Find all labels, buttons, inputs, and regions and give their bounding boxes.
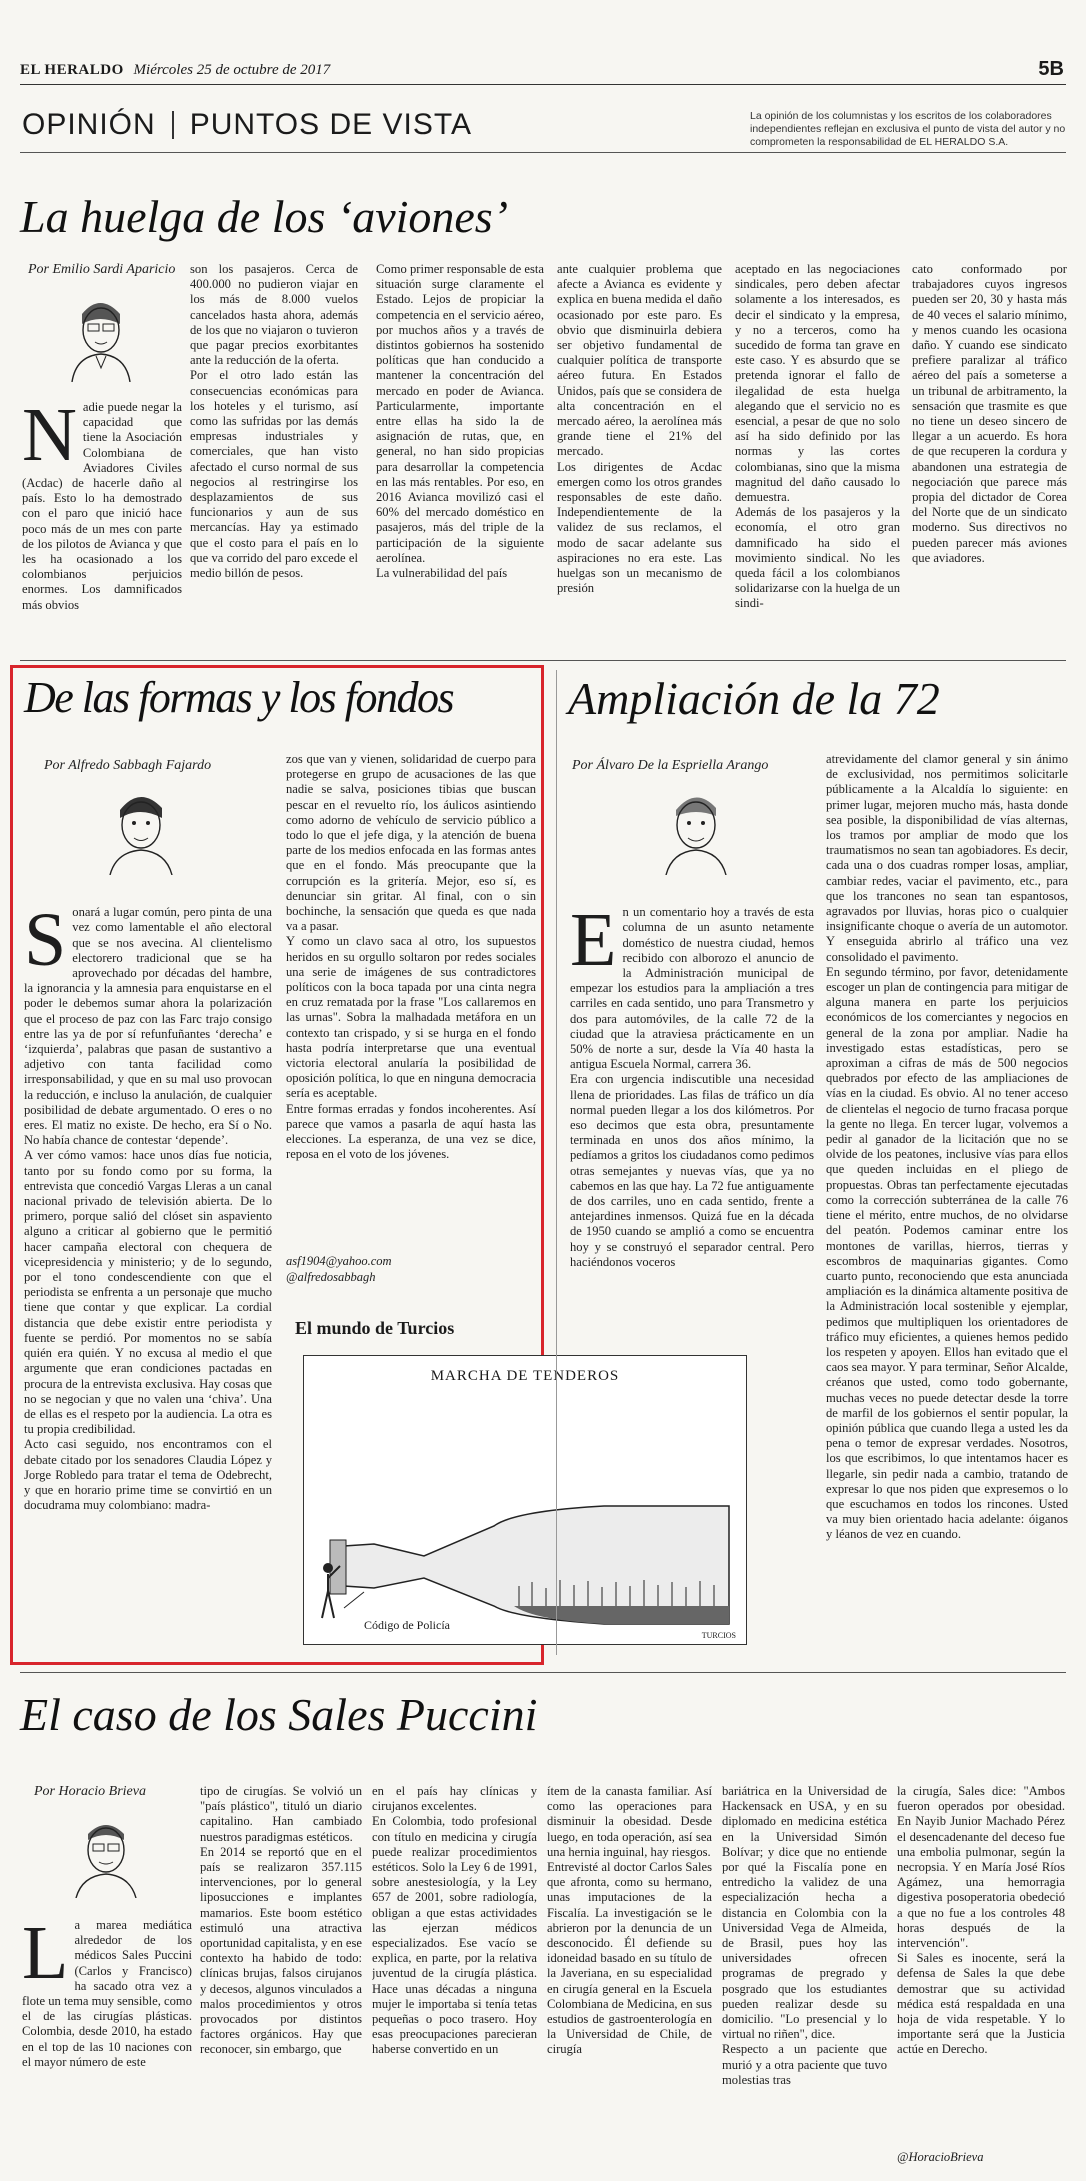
column-text: adie puede negar la capacidad que tiene la Asociación Colombiana de Aviadores Civiles (Acdac) de hacerle daño al país. Esto lo ha demostrado con el paro que inició hace poco más de un mes con parte de los pilotos de Avianca y que les ha ocasionado a los colombianos perjuicios enormes. Los damnificados más obvios — [22, 400, 182, 612]
drop-cap: E — [570, 898, 617, 983]
column-rule — [556, 670, 557, 1655]
article-byline: Por Álvaro De la Espriella Arango — [572, 758, 769, 773]
column-text: n un comentario hoy a través de esta columna de un asunto netamente doméstico de nuestra ciudad, hemos recibido con alborozo el anuncio de la Administración municipal de empezar los estudios para la ampliación a tres carriles en cada sentido, uno para Transmetro y dos para automóviles, de la calle 72 de la ciudad que la atraviesa prácticamente en un 50% de norte a sur, desde la Vía 40 hasta la antigua Escuela Normal, carrera 36. Era con urgencia indiscutible una necesidad llena de prioridades. Las filas de tráfico un día normal pueden llegar a los dos kilómetros. Por eso decimos que esta obra, presuntamente terminada en unos dos años mínimo, la pedíamos a gritos los ciudadanos como pedimos otras semejantes y nuevas vías, que ya no cabemos en las que hay. La 72 fue antiguamente de dos carriles, uno en cada sentido, frente a antejardines inmensos. Quizá fue en la década de 1950 cuando se amplió a como se encuentra hoy y se construyó el separador central. Pero haciéndonos voceros — [570, 905, 814, 1269]
author-portrait — [100, 780, 180, 875]
drop-cap: N — [22, 400, 77, 477]
article-column: atrevidamente del clamor general y sin ánimo de exclusividad, nos permitimos solicitarle públicamente a la Alcaldía lo siguiente: en primer lugar, mejoren mucho más, hasta donde sea posible, la disponibilidad de vías alternas, los tramos por ampliar de modo que los traumatismos no sean tan agobiadores. Es decir, cada una o dos cuadras romper losas, ampliar, cambiar redes, vaciar el pavimento, etc., para que los trancones no sean tan espantosos, agravados por lluvias, horas pico o cualquier insignificante choque o avería de un automotor. Y enseguida abrirlo al tráfico una vez consolidado el pavimento. En segundo término, por favor, detenidamente escoger un plan de contingencia para mitigar de alguna manera en parte los perjuicios económicos de los comerciantes y negocios en general de la zona por ampliar. Nadie ha investigado estas estadísticas, pero se aproximan a cifras de más de 500 negocios quebrados por efecto de las ampliaciones de vías en la ciudad. Es obvio. Al no tener acceso de clientelas el negocio de turno fracasa porque la gente no llega. En tercer lugar, volvemos a pedir al ganador de la licitación que no se olvide de los peatones, inclusive vías para ellos que queden incluidas en el pliego de propuestas. Obras tan perfectamente ejecutadas como la corrección subterránea de la calle 76 tiene el mérito, entre muchos, de no olvidarse del peatón. Podemos caminar entre los montones de varillas, hierros, tierras y escombros de maquinarias gigantes. Como cuarto punto, reconociendo que esta anunciada ampliación es la dinámica altamente positiva de la Administración local sostenible y ejemplar, pedimos que multipliquen los orientadores de tráfico muy eficientes, a quienes hemos pedido los respeten y apoyen. Ellos han evitado que el caos sea mayor. Y para terminar, Señor Alcalde, créanos que usted, como todo gobernante, muchas veces no puede detectar desde la torre de marfil de los gobiernos el sentir popular, la opinión pública que cuando llega a usted les da pena o temor de expresar verdades. Nosotros, los que escribimos, lo que intentamos hacer es llegarle, sin pedir nada a cambio, tratando de expresar lo que nos piden que expresemos o lo que escuchamos en todos los rincones. Usted va muy bien orientado hacia adelante: óiganos y léanos de vez en cuando. — [826, 752, 1068, 1542]
section-title: OPINIÓN — [22, 108, 156, 141]
article-headline: El caso de los Sales Puccini — [20, 1689, 538, 1740]
author-portrait — [66, 1806, 146, 1898]
article-column: la cirugía, Sales dice: "Ambos fueron operados por obesidad. En Nayib Junior Machado Pérez el desencadenante del deceso fue una embolia pulmonar, según la necropsia. Y en María José Ríos Agámez, una hemorragia digestiva posoperatoria obedeció a que no fue a los controles 48 horas después de la intervención". Si Sales es inocente, será la defensa de Sales la que debe demostrar que su actividad médica está respaldada en una hoja de vida respetable. Y lo importante será que la Justicia actúe en Derecho. — [897, 1784, 1065, 2057]
article-column — [24, 890, 272, 1660]
article-headline: De las formas y los fondos — [24, 673, 454, 722]
article-divider — [20, 660, 1066, 661]
opinion-disclaimer: La opinión de los columnistas y los escritos de los colaboradores independientes reflejan en exclusiva el punto de vista del autor y no comprometen la responsabilidad de EL HERALDO S.A. — [750, 110, 1066, 148]
article-divider — [20, 1672, 1066, 1673]
column-text: a marea mediática alrededor de los médicos Sales Puccini (Carlos y Francisco) ha sacado otra vez a flote un tema muy sensible, como el de las cirugías plásticas. Colombia, desde 2010, ha estado en el top de las 10 naciones con el mayor número de este — [22, 1918, 192, 2069]
article-column: ítem de la canasta familiar. Así como las operaciones para disminuir la obesidad. Desde luego, en toda operación, así sea una hernia inguinal, hay riesgos. Entrevisté al doctor Carlos Sales que afronta, como su hermano, unas imputaciones de la Fiscalía. La investigación se le abrieron por la denuncia de un desconocido. Él defiende su idoneidad basado en su título de la Javeriana, en su especialidad en cirugía general en la Escuela Colombiana de Medicina, en sus estudios de gastroenterología en la Universidad de Chile, de cirugía — [547, 1784, 712, 2057]
author-email: asf1904@yahoo.com — [286, 1254, 392, 1268]
column-text: onará a lugar común, pero pinta de una vez como lamentable el año electoral que se nos avecina. Al clientelismo electorero tradicional que se ha aprovechado por décadas del hambre, la ignorancia y la amnesia para enquistarse en el poder le debemos sumar ahora la polarización que el proceso de paz con las Farc trajo consigo entre las ya de por sí refunfuñantes ‘derecha’ e ‘izquierda’, palabras que pasan de sustantivo a adjetivo con tanta facilidad como irresponsabilidad, y que en su mal uso provocan la reducción, e incluso la anulación, de cualquier posibilidad de debate argumentado. O eres o no eres. El matiz no existe. De hecho, era Sí o No. No había chance de contestar ‘depende’. A ver cómo vamos: hace unos días fue noticia, tanto por su fondo como por su forma, la entrevista que concedió Vargas Lleras a un canal nacional privado de televisión abierta. De lo primero, porque salió del clóset sin aspaviento alguno a criticar al gobierno que le permitió hacer campaña electoral con chequera de vicepresidencia y ministerio; y de lo segundo, por el tono condescendiente con que el periodista se enfrenta a un personaje que mucho tiene que contar y que explicar. La cordial distancia que debe existir entre periodista y fuente se perdió. Por momentos no se sabía quién era quién. Y no excusa al medio el que argumente que eran condiciones pactadas en procura de la entrevista exclusiva. Hay cosas que no se negocian y que no valen una ‘chiva’. Una de ellas es el respeto por la audiencia. La otra es tu propia credibilidad. Acto casi seguido, nos encontramos con el debate citado por los senadores Claudia López y Jorge Robledo para tratar el tema de Odebrecht, y que en horario prime time se convirtió en un docudrama muy colombiano: madra- — [24, 905, 272, 1513]
article-column — [22, 400, 182, 652]
article-column: aceptado en las negociaciones sindicales, pero deben afectar solamente a los interesados, es decir el sindicato y la empresa, y no a terceros, como ha sucedido de forma tan grave en este caso. Y es absurdo que se pretenda ignorar el fallo de ilegalidad de esta huelga alegando que el servicio no es esencial, a pesar de que no solo así ha sido definido por las normas y las cortes colombianas, sino que la misma magnitud del daño causado lo demuestra. Además de los pasajeros y la economía, el otro gran damnificado ha sido el movimiento sindical. No les queda fácil a los colombianos solidarizarse con la huelga de un sindi- — [735, 262, 900, 611]
top-rule — [20, 84, 1066, 85]
cartoon-section-title: El mundo de Turcios — [295, 1318, 455, 1338]
cartoon-label: Código de Policía — [364, 1618, 450, 1632]
masthead — [20, 62, 330, 79]
author-portrait — [656, 780, 736, 875]
article-column: zos que van y vienen, solidaridad de cuerpo para protegerse en grupo de acusaciones de las que nadie se salva, posiciones tibias que buscan pescar en el revuelto río, los áulicos asintiendo como adorno de vehículo de servicio público a todo lo que el jefe diga, y la atención de buena parte de los medios enfocada en las formas antes que en el fondo. Más preocupante que la corrupción es la gritería. Mejor, eso sí, es denunciar sin gritar. Al final, con o sin bochinche, la sensación que queda es que nada va a pasar. Y como un clavo saca al otro, los supuestos heridos en su orgullo soltaron por redes sociales una serie de imágenes de sus contradictores políticos con la boca tapada por una cinta negra en cruz rematada por la frase "Los callaremos en las urnas". Sobra la malhadada metáfora en un contexto tan crispado, y si se hurga en el fondo hasta podría interpretarse que una eventual victoria electoral anularía la posibilidad de oposición política, lo que en ninguna democracia sería es aceptable. Entre formas erradas y fondos incoherentes. Así parece que vamos a pasarla de aquí hasta las elecciones. La esperanza, de una vez se dice, reposa en el voto de los jóvenes. — [286, 752, 536, 1162]
article-column: en el país hay clínicas y cirujanos excelentes. En Colombia, todo profesional con título en medicina y cirugía puede realizar procedimientos estéticos. Solo la Ley 6 de 1991, sobre anestesiología, y la Ley 657 de 2001, sobre radiología, obligan a que estas actividades las ejerzan médicos especializados. Ese vacío se explica, en parte, por la relativa juventud de la cirugía plástica. Hace unas décadas a ninguna mujer le importaba si tenía tetas pequeñas o poco trasero. Hoy esas preocupaciones parecieran haberse convertido en un — [372, 1784, 537, 2057]
author-handle: @HoracioBrieva — [897, 2150, 984, 2164]
article-headline: La huelga de los ‘aviones’ — [20, 191, 509, 242]
article-column: Como primer responsable de esta situación surge claramente el Estado. Lejos de propiciar la competencia en el servicio aéreo, por muchos años y a través de distintos gobiernos ha sostenido políticas que han conducido a mantener la concentración del mercado en poder de Avianca. Particularmente, importante entre ellas ha sido la de asignación de rutas, que, en general, no han sido propicias para desarrollar la competencia en las más rentables. Por eso, en 2016 Avianca movilizó casi el 60% del mercado doméstico en pasajeros, más del triple de la participación de la siguiente aerolínea. La vulnerabilidad del país — [376, 262, 544, 581]
article-headline: Ampliación de la 72 — [568, 673, 940, 724]
newspaper-name: EL HERALDO — [20, 62, 124, 78]
article-byline: Por Horacio Brieva — [34, 1784, 146, 1799]
section-separator — [172, 111, 174, 139]
article-column: son los pasajeros. Cerca de 400.000 no pudieron viajar en los más de 8.000 vuelos cancelados hasta ahora, además de los que no viajaron o tuvieron que pagar precios exorbitantes ante la reducción de la oferta. Por el otro lado están las consecuencias económicas para los hoteles y el turismo, así como las sufridas por las demás empresas industriales y comerciales, que han visto afectado el curso normal de sus negocios al restringirse los desplazamientos de sus funcionarios y aun de sus mercancías. Hay ya estimado que el costo para el país en lo que va corrido del paro excede el medio billón de pesos. — [190, 262, 358, 581]
subsection-title: PUNTOS DE VISTA — [189, 108, 472, 141]
section-header — [22, 108, 472, 142]
article-byline: Por Emilio Sardi Aparicio — [28, 262, 176, 277]
bottle-illustration — [304, 1356, 746, 1644]
cartoonist-signature: TURCIOS — [701, 1631, 736, 1640]
article-column: tipo de cirugías. Se volvió un "país plástico", tituló un diario capitalino. Han cambiado nuestros paradigmas estéticos. En 2014 se reportó que en el país se realizaron 357.115 intervenciones, por lo general liposucciones e implantes mamarios. Este boom estético estimuló una atractiva oportunidad capitalista, y en ese contexto ha habido de todo: clínicas brujas, falsos cirujanos y decesos, algunos vinculados a malos procedimientos y otros provocados por distintos factores orgánicos. Hay que reconocer, sin embargo, que — [200, 1784, 362, 2057]
article-column: cato conformado por trabajadores cuyos ingresos pueden ser 20, 30 y hasta más de 40 veces el salario mínimo, y menos cuando les ocasiona daño. Y cuando ese sindicato prefiere paralizar al tráfico aéreo del país a someterse a un tribunal de arbitramento, la sensación que trasmite es que no tiene un deseo sincero de llegar a un acuerdo. Es hora de que recuperen la cordura y abandonen una estrategia de negociación que parece más propia del dictador de Corea del Norte que de un sindicato moderno. Sus directivos no pueden parecer más aviones que aviadores. — [912, 262, 1067, 565]
article-column: bariátrica en la Universidad de Hackensack en USA, y en su diplomado en medicina estética en la Universidad Simón Bolívar; y dice que no entiende por qué la Fiscalía pone en entredicho la validez de una especialización hecha a distancia en Colombia con la Universidad Vega de Almeida, de Brasil, pues hoy las universidades ofrecen programas de pregrado y posgrado que los estudiantes pueden realizar desde su domicilio. "Lo presencial y lo virtual no riñen", dice. Respecto a un paciente que murió y a otra paciente que tuvo molestias tras — [722, 1784, 887, 2087]
page-number: 5B — [1038, 58, 1064, 80]
author-portrait — [60, 284, 140, 382]
article-byline: Por Alfredo Sabbagh Fajardo — [44, 758, 212, 773]
article-column — [570, 890, 814, 1370]
issue-date: Miércoles 25 de octubre de 2017 — [133, 62, 331, 78]
cartoon-caption: MARCHA DE TENDEROS — [430, 1368, 620, 1384]
article-column: ante cualquier problema que afecte a Avianca es evidente y explica en buena medida el daño ocasionado por este paro. Es obvio que disminuirla debiera ser objetivo fundamental de cualquier política de transporte aéreo futura. En Estados Unidos, país que se considera de alta concentración en el mercado aéreo, la aerolínea más grande tiene el 21% del mercado. Los dirigentes de Acdac emergen como los otros grandes responsables de este daño. Independientemente de la validez de sus reclamos, el modo de sacar adelante sus aspiraciones no era este. Las huelgas son un mecanismo de presión — [557, 262, 722, 596]
article-column — [22, 1918, 192, 2168]
author-handle: @alfredosabbagh — [286, 1270, 376, 1284]
drop-cap: L — [22, 1918, 69, 1995]
drop-cap: S — [24, 898, 67, 983]
section-rule — [20, 152, 1066, 153]
cartoon — [303, 1355, 747, 1645]
